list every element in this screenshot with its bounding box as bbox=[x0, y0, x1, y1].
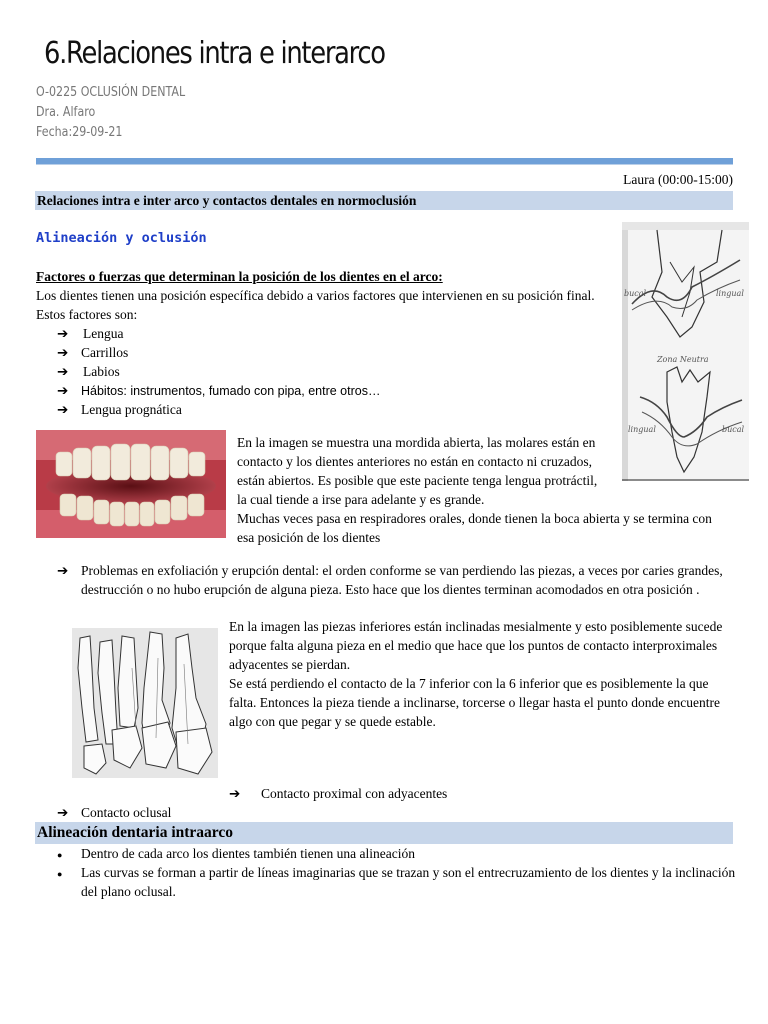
class-date: Fecha:29-09-21 bbox=[36, 124, 123, 140]
factor-item: ➔ Carrillos bbox=[57, 345, 129, 360]
arrow-icon: ➔ bbox=[57, 383, 69, 398]
contact-proximal-item: ➔ Contacto proximal con adyacentes bbox=[229, 786, 448, 801]
arrow-icon: ➔ bbox=[57, 364, 69, 379]
oral-breathers-line-1: Muchas veces pasa en respiradores orales, donde tienen la boca abierta y se termina con bbox=[237, 511, 712, 526]
course-code: O-0225 OCLUSIÓN DENTAL bbox=[36, 84, 186, 100]
arrow-icon: ➔ bbox=[57, 805, 69, 820]
label-bucal-top: bucal bbox=[624, 289, 647, 298]
open-bite-text: En la imagen se muestra una mordida abierta, las molares están en contacto y los dientes anteriores no están en contacto ni cruzados, están abiertos. Es posible que este paciente tenga lengua protráctil, la cual tiende a irse para adelante y es grande. bbox=[237, 435, 598, 507]
factor-item: ➔ Lengua bbox=[57, 326, 124, 341]
intro-line-1: Los dientes tienen una posición específica debido a varios factores que intervienen en su posición final. bbox=[36, 288, 595, 303]
teeth-section-illustration bbox=[622, 222, 749, 481]
problems-item: ➔ Problemas en exfoliación y erupción dental: el orden conforme se van perdiendo las piezas, a veces por caries grandes, bbox=[57, 563, 723, 578]
section-bar-alineacion-intraarco: Alineación dentaria intraarco bbox=[35, 822, 733, 844]
arrow-icon: ➔ bbox=[57, 402, 69, 417]
label-lingual-bottom: lingual bbox=[628, 425, 656, 434]
bullet-item: ● Las curvas se forman a partir de líneas imaginarias que se trazan y son el entrecruzamiento de los dientes y la inclinación bbox=[36, 863, 735, 884]
speaker-label: Laura (00:00-15:00) bbox=[623, 172, 733, 187]
label-zona-neutra: Zona Neutra bbox=[657, 355, 709, 364]
bullet-icon: ● bbox=[57, 850, 63, 860]
label-bucal-bottom: bucal bbox=[722, 425, 745, 434]
bullet-2-line-2: del plano oclusal. bbox=[81, 884, 176, 899]
open-bite-image bbox=[36, 430, 226, 538]
bullet-item: ● Dentro de cada arco los dientes también tienen una alineación bbox=[36, 844, 415, 865]
factor-item: ➔ Lengua prognática bbox=[57, 402, 182, 417]
arrow-icon: ➔ bbox=[57, 563, 69, 578]
arrow-icon: ➔ bbox=[57, 326, 69, 341]
inclined-teeth-text: En la imagen las piezas inferiores están inclinadas mesialmente y esto posiblemente sucede porque falta alguna pieza en el medio que hace que los puntos de contacto interproximales adyacentes se pierdan. Se está perdiendo el contacto de la 7 inferior con la 6 inferior que es posiblemente la que falta. Entonces la pieza tiende a inclinarse, torcerse o llegar hasta el punto donde encuentre algo con que pegar y se quede estable. bbox=[229, 619, 723, 729]
professor-name: Dra. Alfaro bbox=[36, 104, 96, 120]
subheading-alineacion: Alineación y oclusión bbox=[36, 230, 207, 246]
page-title: 6.Relaciones intra e interarco bbox=[44, 36, 385, 71]
label-lingual-top: lingual bbox=[716, 289, 744, 298]
factor-item: ➔ Hábitos: instrumentos, fumado con pipa, entre otros… bbox=[57, 383, 381, 398]
intro-line-2: Estos factores son: bbox=[36, 307, 138, 322]
factor-item: ➔ Labios bbox=[57, 364, 120, 379]
open-bite-photo bbox=[36, 430, 226, 538]
bullet-icon: ● bbox=[57, 869, 63, 879]
arrow-icon: ➔ bbox=[229, 786, 241, 801]
oral-breathers-line-2: esa posición de los dientes bbox=[237, 530, 381, 545]
inclined-teeth-illustration bbox=[72, 628, 218, 778]
header-divider-shadow bbox=[36, 164, 733, 165]
section-bar-relaciones: Relaciones intra e inter arco y contactos dentales en normoclusión bbox=[35, 191, 733, 210]
contact-oclusal-item: ➔ Contacto oclusal bbox=[57, 805, 172, 820]
problems-line-2: destrucción o no hubo erupción de alguna pieza. Esto hace que los dientes terminan acomodados en otra posición . bbox=[81, 582, 700, 597]
factors-title: Factores o fuerzas que determinan la posición de los dientes en el arco: bbox=[36, 269, 443, 284]
arrow-icon: ➔ bbox=[57, 345, 69, 360]
neutral-zone-figure bbox=[622, 222, 749, 481]
inclined-teeth-figure bbox=[72, 628, 218, 778]
